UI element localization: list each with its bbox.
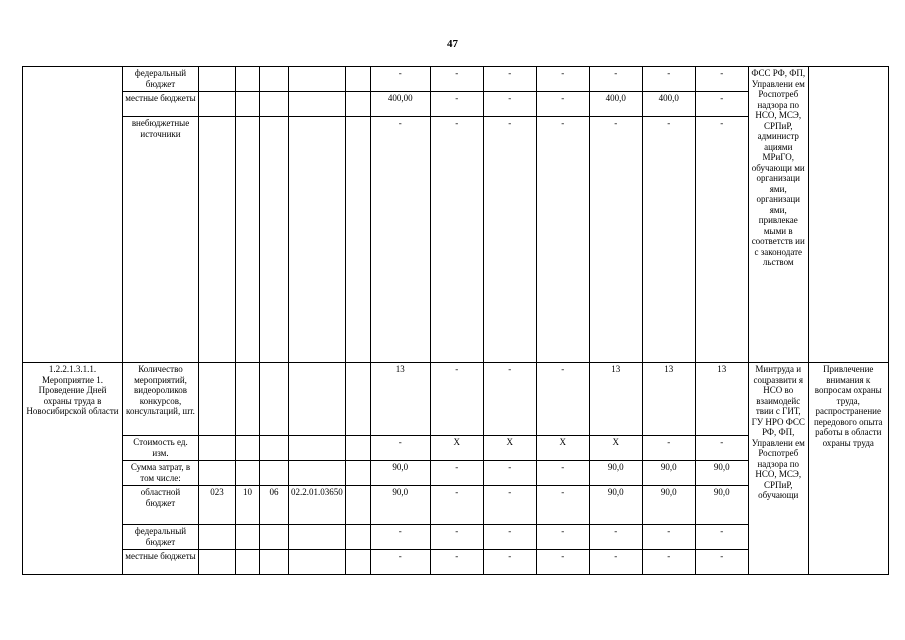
value-cell: - <box>370 117 430 363</box>
value-cell: - <box>430 486 483 525</box>
budget-code-cell <box>199 436 236 461</box>
value-cell: - <box>589 550 642 575</box>
value-cell: - <box>589 67 642 92</box>
budget-code-cell <box>199 550 236 575</box>
budget-code-cell <box>289 550 346 575</box>
value-cell: - <box>370 550 430 575</box>
program-table <box>22 66 889 575</box>
value-cell: - <box>642 67 695 92</box>
value-cell: 90,0 <box>695 486 748 525</box>
value-cell: 90,0 <box>370 461 430 486</box>
value-cell: - <box>370 67 430 92</box>
budget-code-cell <box>260 92 289 117</box>
budget-code-cell <box>199 92 236 117</box>
value-cell: 13 <box>589 363 642 436</box>
result-cell-empty <box>808 67 888 363</box>
value-cell: - <box>589 525 642 550</box>
value-cell: - <box>430 92 483 117</box>
budget-code-cell: 06 <box>260 486 289 525</box>
value-cell: - <box>695 67 748 92</box>
budget-code-cell <box>236 436 260 461</box>
event-code-cell: 1.2.2.1.3.1.1. Мероприятие 1. Проведение Дней охраны труда в Новосибирской области <box>23 363 123 575</box>
budget-code-cell <box>236 117 260 363</box>
budget-code-cell <box>236 67 260 92</box>
budget-code-cell <box>345 92 370 117</box>
value-cell: - <box>430 461 483 486</box>
budget-code-cell <box>289 436 346 461</box>
value-cell: - <box>642 550 695 575</box>
budget-code-cell <box>260 117 289 363</box>
indicator-cell: Количество мероприятий, видеороликов конкурсов, консультаций, шт. <box>123 363 199 436</box>
funding-source-cell: местные бюджеты <box>123 92 199 117</box>
value-cell: 90,0 <box>642 486 695 525</box>
value-cell: Х <box>483 436 536 461</box>
value-cell: - <box>695 92 748 117</box>
executors-cell: Минтруда и соцразвити я НСО во взаимодейс твии с ГИТ, ГУ НРО ФСС РФ, ФП, Управлени ем Роспотреб надзора по НСО, МСЭ, СРПиР, обучающи <box>748 363 808 575</box>
table-row <box>23 363 889 436</box>
budget-code-cell <box>260 67 289 92</box>
value-cell: 90,0 <box>642 461 695 486</box>
budget-code-cell <box>289 117 346 363</box>
value-cell: Х <box>536 436 589 461</box>
value-cell: - <box>695 117 748 363</box>
value-cell: - <box>483 92 536 117</box>
value-cell: 90,0 <box>370 486 430 525</box>
budget-code-cell <box>260 461 289 486</box>
value-cell: 400,0 <box>589 92 642 117</box>
value-cell: - <box>642 117 695 363</box>
budget-code-cell <box>199 67 236 92</box>
value-cell: - <box>642 436 695 461</box>
result-cell: Привлечение внимания к вопросам охраны труда, распространение передового опыта работы в области охраны труда <box>808 363 888 575</box>
value-cell: Х <box>589 436 642 461</box>
value-cell: - <box>483 550 536 575</box>
value-cell: 90,0 <box>589 461 642 486</box>
budget-code-cell <box>236 525 260 550</box>
budget-code-cell <box>260 525 289 550</box>
budget-code-cell <box>236 550 260 575</box>
value-cell: 400,00 <box>370 92 430 117</box>
value-cell: - <box>483 363 536 436</box>
code-cell-empty <box>23 67 123 363</box>
indicator-cell: Сумма затрат, в том числе: <box>123 461 199 486</box>
value-cell: - <box>430 117 483 363</box>
value-cell: - <box>589 117 642 363</box>
table-row <box>23 67 889 92</box>
budget-code-cell <box>345 486 370 525</box>
executors-cell: ФСС РФ, ФП, Управлени ем Роспотреб надзора по НСО, МСЭ, СРПиР, администр ациями МРиГО, обучающи ми организаци ями, организаци ями, привлекае мыми в соответств ии с законодате льством <box>748 67 808 363</box>
budget-code-cell <box>289 525 346 550</box>
value-cell: - <box>483 525 536 550</box>
value-cell: - <box>430 67 483 92</box>
value-cell: - <box>695 525 748 550</box>
value-cell: 400,0 <box>642 92 695 117</box>
budget-code-cell <box>289 363 346 436</box>
value-cell: - <box>483 486 536 525</box>
indicator-cell: местные бюджеты <box>123 550 199 575</box>
budget-code-cell <box>199 525 236 550</box>
budget-code-cell <box>345 525 370 550</box>
budget-code-cell <box>199 461 236 486</box>
value-cell: - <box>536 363 589 436</box>
value-cell: - <box>642 525 695 550</box>
budget-code-cell <box>345 67 370 92</box>
budget-code-cell <box>199 117 236 363</box>
value-cell: 13 <box>370 363 430 436</box>
value-cell: - <box>695 436 748 461</box>
budget-code-cell <box>345 363 370 436</box>
value-cell: - <box>536 461 589 486</box>
value-cell: - <box>695 550 748 575</box>
indicator-cell: областной бюджет <box>123 486 199 525</box>
budget-code-cell <box>260 550 289 575</box>
budget-code-cell <box>289 461 346 486</box>
budget-code-cell: 023 <box>199 486 236 525</box>
budget-code-cell <box>236 461 260 486</box>
budget-code-cell: 10 <box>236 486 260 525</box>
value-cell: 13 <box>695 363 748 436</box>
budget-code-cell <box>236 92 260 117</box>
value-cell: - <box>483 461 536 486</box>
budget-code-cell <box>260 436 289 461</box>
budget-code-cell <box>345 117 370 363</box>
budget-code-cell: 02.2.01.03650 <box>289 486 346 525</box>
budget-code-cell <box>345 436 370 461</box>
value-cell: - <box>536 92 589 117</box>
funding-source-cell: федеральный бюджет <box>123 67 199 92</box>
value-cell: - <box>430 550 483 575</box>
value-cell: - <box>430 525 483 550</box>
budget-code-cell <box>289 67 346 92</box>
value-cell: - <box>536 117 589 363</box>
value-cell: - <box>536 550 589 575</box>
budget-code-cell <box>236 363 260 436</box>
value-cell: - <box>370 436 430 461</box>
value-cell: - <box>483 117 536 363</box>
indicator-cell: Стоимость ед. изм. <box>123 436 199 461</box>
value-cell: - <box>536 67 589 92</box>
value-cell: 13 <box>642 363 695 436</box>
indicator-cell: федеральный бюджет <box>123 525 199 550</box>
value-cell: - <box>483 67 536 92</box>
value-cell: - <box>370 525 430 550</box>
budget-code-cell <box>345 461 370 486</box>
budget-code-cell <box>345 550 370 575</box>
value-cell: Х <box>430 436 483 461</box>
value-cell: - <box>430 363 483 436</box>
page-number: 47 <box>447 38 458 50</box>
funding-source-cell: внебюджетные источники <box>123 117 199 363</box>
value-cell: - <box>536 525 589 550</box>
value-cell: - <box>536 486 589 525</box>
value-cell: 90,0 <box>695 461 748 486</box>
budget-code-cell <box>289 92 346 117</box>
budget-code-cell <box>199 363 236 436</box>
budget-code-cell <box>260 363 289 436</box>
value-cell: 90,0 <box>589 486 642 525</box>
